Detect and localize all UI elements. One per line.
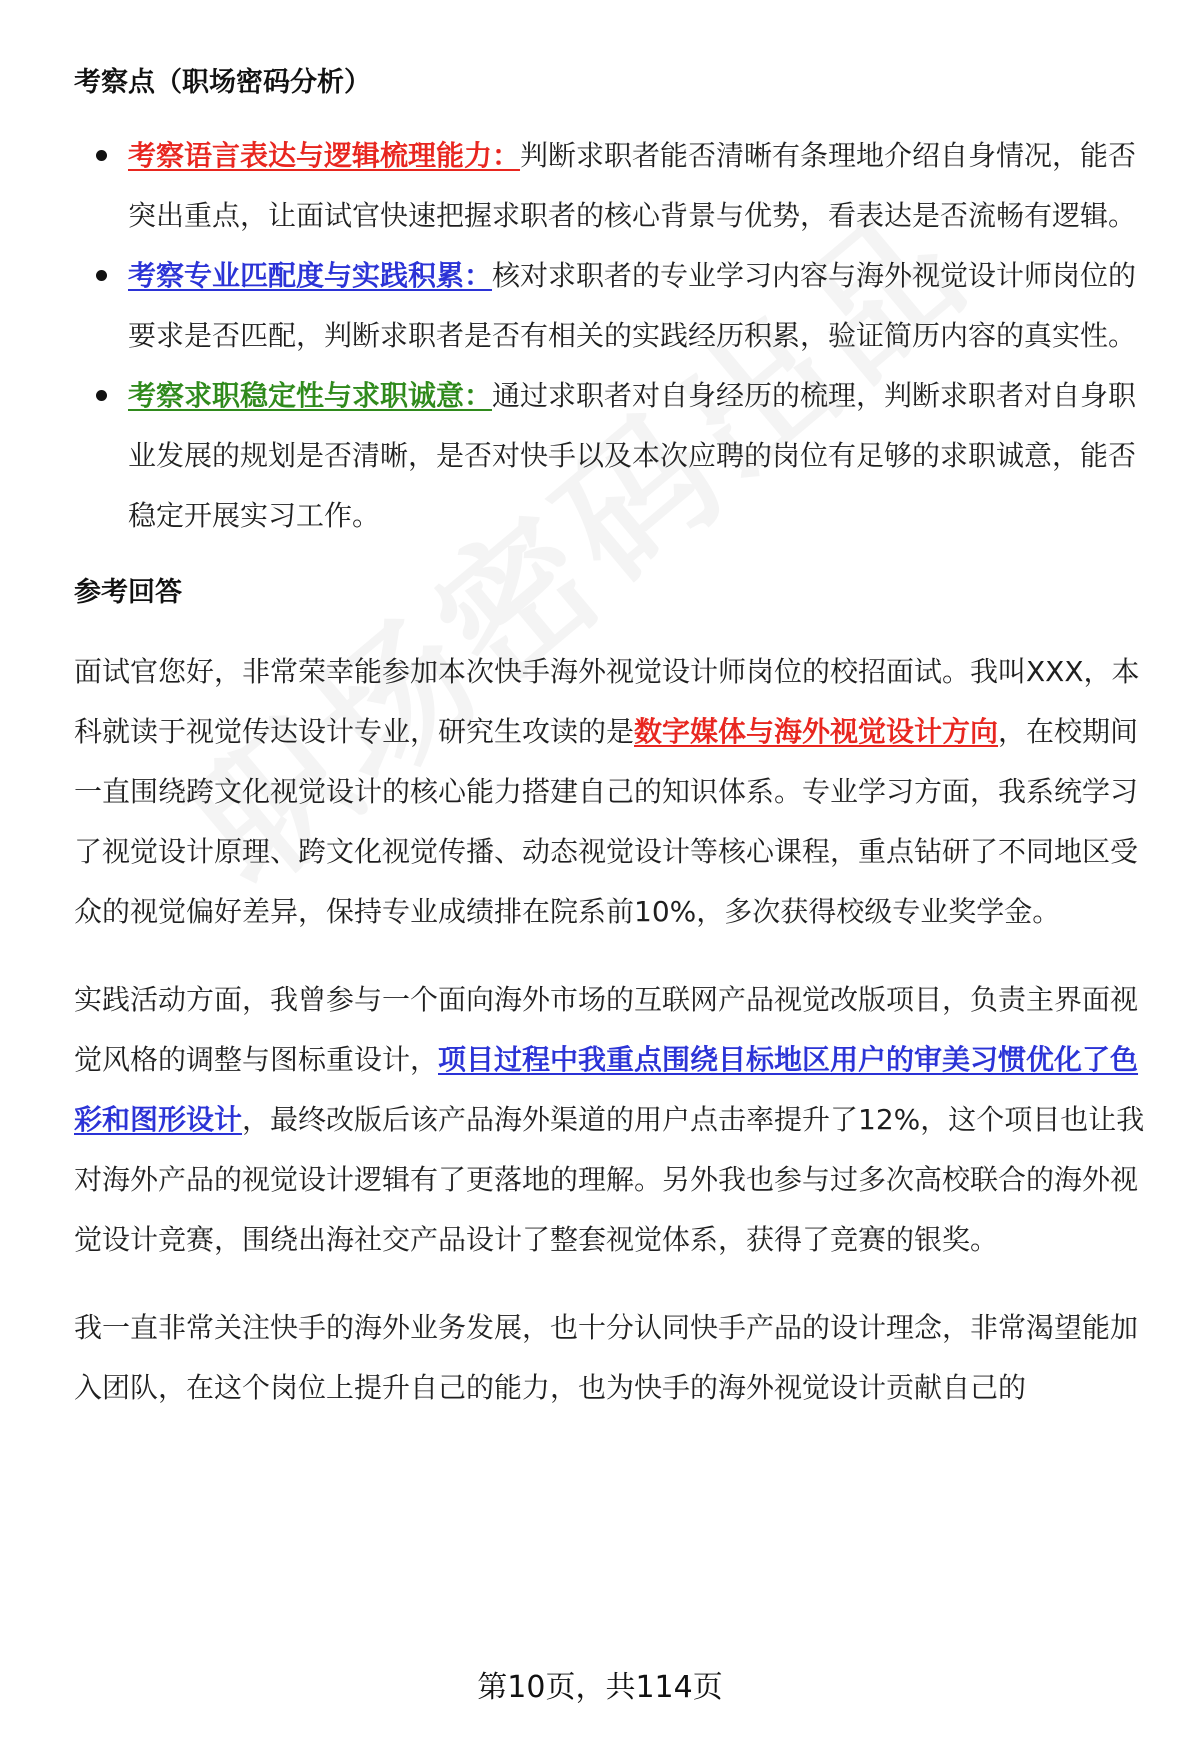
section-title-answer: 参考回答 <box>74 577 182 608</box>
answer-paragraph-3: 我一直非常关注快手的海外业务发展，也十分认同快手产品的设计理念，非常渴望能加入团队，在这个岗位上提升自己的能力，也为快手的海外视觉设计贡献自己的 <box>74 1311 1139 1404</box>
analysis-point <box>74 246 1146 366</box>
paragraph-text: ，最终改版后该产品海外渠道的用户点击率提升了12%，这个项目也让我对海外产品的视觉设计逻辑有了更落地的理解。另外我也参与过多次高校联合的海外视觉设计竞赛，围绕出海社交产品设计了整套视觉体系，获得了竞赛的银奖。 <box>74 1103 1145 1256</box>
paragraph-highlight: 项目过程中我重点围绕目标地区用户的审美习惯优化了色彩和图形设计 <box>74 1043 1139 1136</box>
paragraph-highlight: 数字媒体与海外视觉设计方向 <box>634 715 999 748</box>
page-number: 第10页，共114页 <box>477 1670 723 1705</box>
bullet-icon <box>96 270 107 281</box>
paragraph-text: 面试官您好，非常荣幸能参加本次快手海外视觉设计师岗位的校招面试。我叫XXX，本科就读于视觉传达设计专业，研究生攻读的是 <box>74 655 1140 748</box>
answer-paragraph-2 <box>74 970 1146 1270</box>
bullet-icon <box>96 390 107 401</box>
point-highlight: 考察语言表达与逻辑梳理能力： <box>128 139 521 172</box>
paragraph-text: 实践活动方面，我曾参与一个面向海外市场的互联网产品视觉改版项目，负责主界面视觉风格的调整与图标重设计， <box>74 983 1139 1076</box>
point-text: 核对求职者的专业学习内容与海外视觉设计师岗位的要求是否匹配，判断求职者是否有相关的实践经历积累，验证简历内容的真实性。 <box>128 259 1137 352</box>
bullet-icon <box>96 150 107 161</box>
analysis-points-list <box>74 126 1146 546</box>
answer-paragraph-1 <box>74 642 1146 942</box>
paragraph-text: ，在校期间一直围绕跨文化视觉设计的核心能力搭建自己的知识体系。专业学习方面，我系统学习了视觉设计原理、跨文化视觉传播、动态视觉设计等核心课程，重点钻研了不同地区受众的视觉偏好差异，保持专业成绩排在院系前10%，多次获得校级专业奖学金。 <box>74 715 1139 928</box>
analysis-point <box>74 366 1146 546</box>
document-body <box>74 58 1146 1446</box>
point-text: 判断求职者能否清晰有条理地介绍自身情况，能否突出重点，让面试官快速把握求职者的核心背景与优势，看表达是否流畅有逻辑。 <box>128 139 1137 232</box>
section-title-analysis: 考察点（职场密码分析） <box>74 67 371 98</box>
analysis-point <box>74 126 1146 246</box>
point-text: 通过求职者对自身经历的梳理，判断求职者对自身职业发展的规划是否清晰，是否对快手以及本次应聘的岗位有足够的求职诚意，能否稳定开展实习工作。 <box>128 379 1137 532</box>
point-highlight: 考察专业匹配度与实践积累： <box>128 259 493 292</box>
point-highlight: 考察求职稳定性与求职诚意： <box>128 379 493 412</box>
